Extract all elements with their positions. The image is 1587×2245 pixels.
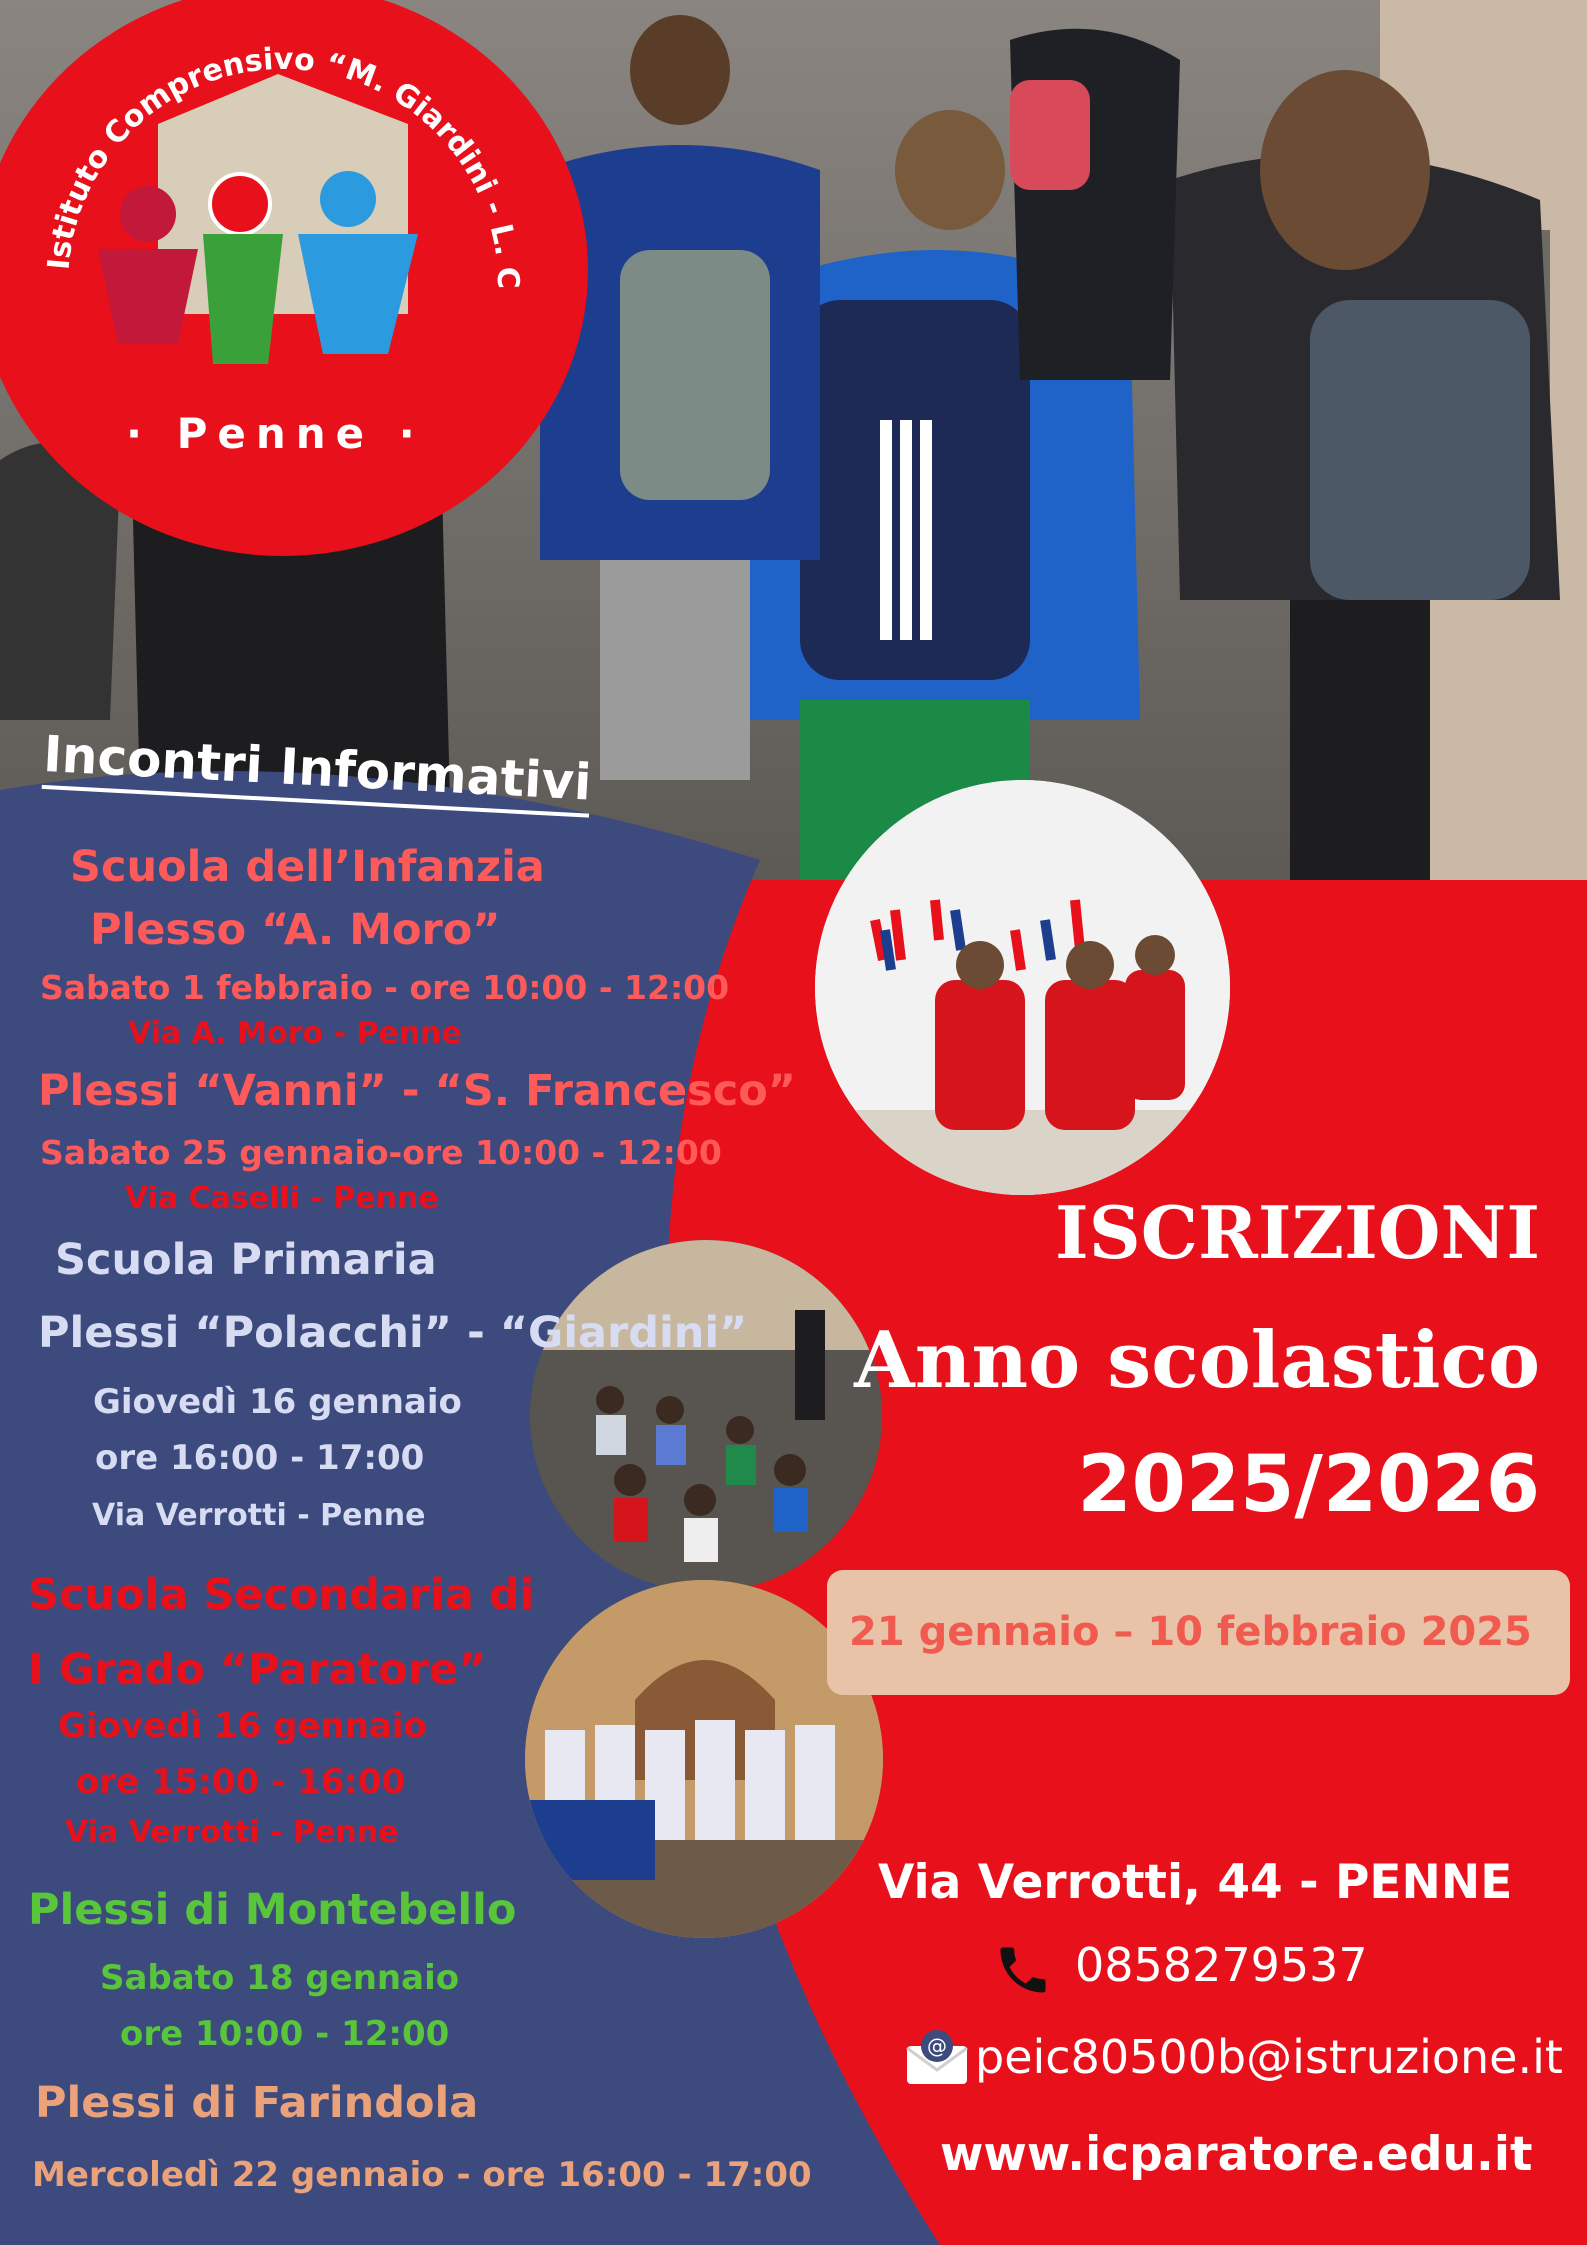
contact-website[interactable]: www.icparatore.edu.it [940,2127,1533,2182]
logo-ring-text: Istituto Comprensivo “M. Giardini - L. C [41,41,526,290]
secondaria-hours: ore 15:00 - 16:00 [76,1762,406,1802]
school-year: 2025/2026 [1077,1440,1540,1530]
secondaria-title2: I Grado “Paratore” [28,1645,487,1695]
secondaria-title1: Scuola Secondaria di [28,1570,535,1620]
heading-incontri: Incontri Informativi [42,725,593,818]
farindola-title: Plessi di Farindola [35,2078,479,2128]
phone-icon [993,1940,1053,2000]
primaria-plessi: Plessi “Polacchi” - “Giardini” [38,1308,748,1358]
infanzia-where: Via A. Moro - Penne [128,1016,462,1051]
contact-email[interactable]: peic80500b@istruzione.it [975,2030,1563,2084]
contact-address: Via Verrotti, 44 - PENNE [878,1855,1513,1910]
primaria-hours: ore 16:00 - 17:00 [95,1438,425,1478]
primaria-where: Via Verrotti - Penne [92,1498,426,1533]
svg-text:@: @ [927,2034,947,2058]
primaria-photo [530,1240,882,1592]
infanzia-plessi2: Plessi “Vanni” - “S. Francesco” [38,1066,797,1116]
anno-scolastico: Anno scolastico [854,1315,1540,1406]
secondaria-day: Giovedì 16 gennaio [58,1706,427,1746]
infanzia-title: Scuola dell’Infanzia [70,842,545,892]
contact-phone[interactable]: 0858279537 [1075,1938,1368,1992]
enrollment-dates: 21 gennaio – 10 febbraio 2025 [849,1609,1532,1655]
primaria-title: Scuola Primaria [55,1235,437,1285]
infanzia-where2: Via Caselli - Penne [125,1181,439,1216]
infanzia-when2: Sabato 25 gennaio-ore 10:00 - 12:00 [40,1133,722,1172]
montebello-day: Sabato 18 gennaio [100,1958,460,1998]
infanzia-photo [815,780,1230,1195]
farindola-when: Mercoledì 22 gennaio - ore 16:00 - 17:00 [32,2155,812,2195]
secondaria-where: Via Verrotti - Penne [65,1815,399,1850]
montebello-hours: ore 10:00 - 12:00 [120,2014,450,2054]
email-icon [905,2026,969,2086]
primaria-day: Giovedì 16 gennaio [93,1382,462,1422]
infanzia-when: Sabato 1 febbraio - ore 10:00 - 12:00 [40,968,730,1007]
montebello-title: Plessi di Montebello [28,1885,517,1935]
iscrizioni-title: ISCRIZIONI [1055,1190,1540,1275]
infanzia-plesso: Plesso “A. Moro” [90,905,501,955]
logo-town: · Penne · [126,409,425,458]
